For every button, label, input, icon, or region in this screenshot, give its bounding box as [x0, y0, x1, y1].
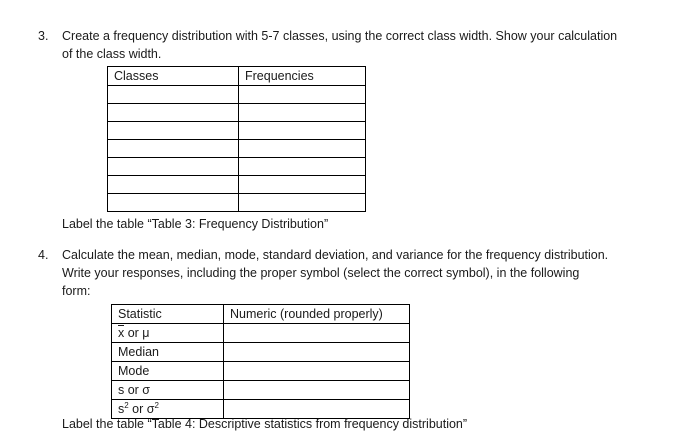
- class-cell[interactable]: [108, 104, 239, 122]
- table-row: [112, 324, 410, 343]
- question-4-line-3: form:: [62, 284, 91, 298]
- frequency-cell[interactable]: [239, 86, 366, 104]
- table-row: [112, 343, 410, 362]
- table-row: [108, 122, 366, 140]
- mean-symbol-text: or μ: [124, 326, 150, 340]
- question-4-line-1: Calculate the mean, median, mode, standard deviation, and variance for the frequency distribution.: [62, 248, 609, 262]
- sd-statistic-cell: s or σ: [112, 381, 224, 400]
- table-row: [108, 86, 366, 104]
- question-3-line-1: Create a frequency distribution with 5-7 classes, using the correct class width. Show your calculation: [62, 29, 618, 43]
- class-cell[interactable]: [108, 176, 239, 194]
- question-3-line-2: of the class width.: [62, 47, 162, 61]
- frequency-cell[interactable]: [239, 104, 366, 122]
- table-header-row: [112, 305, 410, 324]
- variance-or-sigma: or σ: [128, 402, 155, 416]
- median-value-cell[interactable]: [224, 343, 410, 362]
- statistic-header: Statistic: [112, 305, 224, 324]
- class-cell[interactable]: [108, 158, 239, 176]
- table-4-label-instruction: Label the table “Table 4: Descriptive statistics from frequency distribution”: [62, 417, 468, 431]
- question-4-line-2: Write your responses, including the proper symbol (select the correct symbol), in the following: [62, 266, 580, 280]
- frequency-cell[interactable]: [239, 122, 366, 140]
- table-row: [108, 176, 366, 194]
- mean-value-cell[interactable]: [224, 324, 410, 343]
- table-row: [108, 104, 366, 122]
- table-row: [112, 381, 410, 400]
- mode-value-cell[interactable]: [224, 362, 410, 381]
- question-3-number: 3.: [38, 29, 49, 43]
- median-statistic-cell: Median: [112, 343, 224, 362]
- mode-statistic-cell: Mode: [112, 362, 224, 381]
- numeric-header: Numeric (rounded properly): [224, 305, 410, 324]
- class-cell[interactable]: [108, 122, 239, 140]
- table-row: [108, 140, 366, 158]
- sd-value-cell[interactable]: [224, 381, 410, 400]
- frequency-cell[interactable]: [239, 176, 366, 194]
- question-4-text: [62, 246, 682, 300]
- class-cell[interactable]: [108, 86, 239, 104]
- mean-statistic-cell: [112, 324, 224, 343]
- frequencies-header: Frequencies: [239, 67, 366, 86]
- frequency-cell[interactable]: [239, 194, 366, 212]
- frequency-cell[interactable]: [239, 158, 366, 176]
- class-cell[interactable]: [108, 140, 239, 158]
- variance-sigma-exponent: 2: [154, 400, 159, 410]
- variance-s-exponent: 2: [124, 400, 129, 410]
- table-row: [108, 194, 366, 212]
- variance-s: s: [118, 402, 125, 416]
- table-header-row: [108, 67, 366, 86]
- class-cell[interactable]: [108, 194, 239, 212]
- classes-header: Classes: [108, 67, 239, 86]
- table-row: [112, 362, 410, 381]
- table-3-label-instruction: Label the table “Table 3: Frequency Distribution”: [62, 217, 329, 231]
- frequency-cell[interactable]: [239, 140, 366, 158]
- frequency-distribution-table: [107, 66, 366, 212]
- question-4-number: 4.: [38, 248, 49, 262]
- question-3-text: [62, 27, 682, 63]
- table-row: [108, 158, 366, 176]
- x-bar-symbol: x: [118, 326, 125, 340]
- descriptive-statistics-table: [111, 304, 410, 419]
